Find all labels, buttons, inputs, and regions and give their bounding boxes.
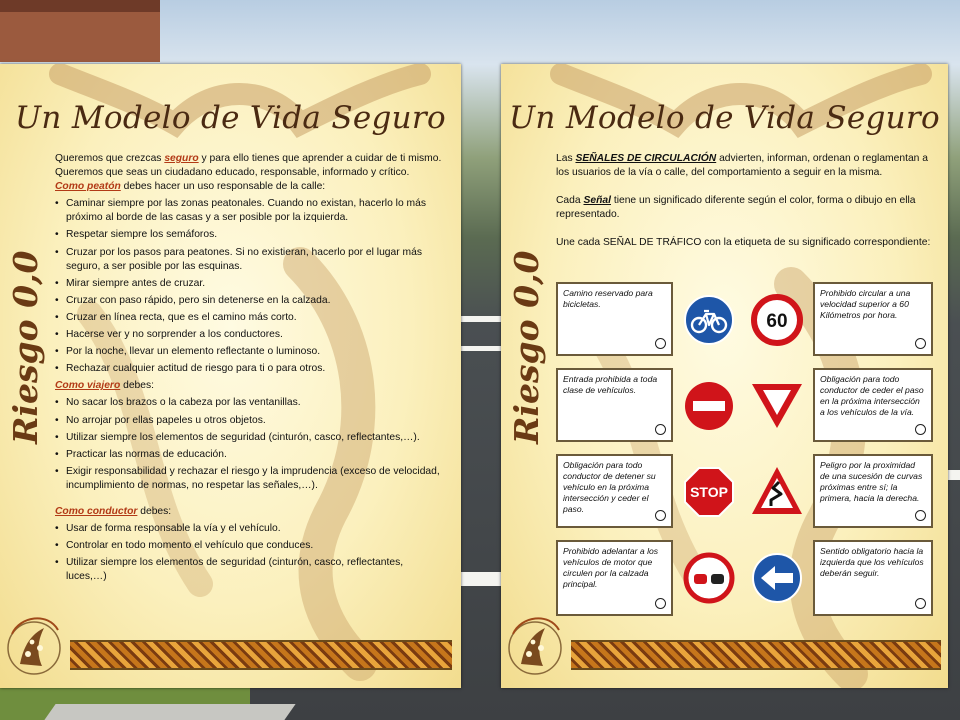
list-item: • Caminar siempre por las zonas peatonales. Cuando no existan, hacerlo lo más próximo al borde de las casas y a ser posible por la izquierda. [55,197,445,225]
card-label: Prohibido adelantar a los vehículos de motor que circulen por la calzada principal. [563,546,659,589]
answer-card[interactable] [813,540,933,616]
stop-sign-text: STOP [690,484,728,500]
road-marking [948,470,960,480]
background-curb [44,704,295,720]
school-logo [2,604,66,684]
list-item: • Utilizar siempre los elementos de seguridad (cinturón, casco, reflectantes, luces,…) [55,556,445,584]
answer-card[interactable] [813,282,933,356]
list-item: • Por la noche, llevar un elemento reflectante o luminoso. [55,345,445,359]
decorative-band [571,640,941,670]
school-logo [503,604,567,684]
section-heading-viajero: Como viajero debes: [55,380,155,392]
card-label: Prohibido circular a una velocidad superior a 60 Kilómetros por hora. [820,288,911,320]
answer-card[interactable] [556,454,673,528]
list-item: • Rechazar cualquier actitud de riesgo para ti o para otros. [55,362,445,376]
list-item: • Controlar en todo momento el vehículo que conduces. [55,539,445,553]
signs-intro-text [556,152,934,250]
no-entry-sign-icon[interactable] [683,380,735,432]
bicycle-lane-sign-icon[interactable] [683,294,735,346]
radio-button[interactable] [915,598,926,609]
list-item: • No sacar los brazos o la cabeza por las ventanillas. [55,396,445,410]
list-item: • Cruzar por los pasos para peatones. Si no existieran, hacerlo por el lugar más seguro, a ser posible por las esquinas. [55,246,445,274]
rules-text [55,152,445,584]
answer-card[interactable] [556,540,673,616]
list-item: • Respetar siempre los semáforos. [55,228,445,242]
no-overtaking-sign-icon[interactable] [683,552,735,604]
card-label: Sentido obligatorio hacia la izquierda que los vehículos deberán seguir. [820,546,924,578]
poster-pedestrian-rules [0,64,461,688]
side-title: Riesgo 0,0 [507,250,546,444]
card-label: Peligro por la proximidad de una sucesión de curvas próximas entre sí; la primera, hacia la derecha. [820,460,923,503]
side-title: Riesgo 0,0 [6,250,45,444]
list-item: • Hacerse ver y no sorprender a los conductores. [55,328,445,342]
stop-sign-icon[interactable] [683,466,735,518]
curves-warning-sign-icon[interactable] [749,464,805,518]
radio-button[interactable] [915,510,926,521]
instruction-text: Une cada SEÑAL DE TRÁFICO con la etiqueta de su significado correspondiente: [556,237,931,249]
road-marking [458,346,504,351]
intro-paragraph: Las SEÑALES DE CIRCULACIÓN advierten, informan, ordenan o reglamentan a los usuarios de la vía o calle, del comportamiento a seguir en la misma. [556,153,928,179]
radio-button[interactable] [915,338,926,349]
list-item: • Practicar las normas de educación. [55,448,445,462]
card-label: Obligación para todo conductor de ceder el paso en la próxima intersección a los vehículos de la vía. [820,374,924,417]
card-label: Camino reservado para bicicletas. [563,288,653,309]
radio-button[interactable] [655,338,666,349]
list-item: • No arrojar por ellas papeles u otros objetos. [55,414,445,428]
answer-card[interactable] [556,368,673,442]
list-item: • Usar de forma responsable la vía y el vehículo. [55,522,445,536]
yield-sign-icon[interactable] [749,380,805,432]
list-item: • Exigir responsabilidad y rechazar el riesgo y la imprudencia (exceso de velocidad, incumplimiento de normas, no respetar las señales,…). [55,465,445,493]
answer-card[interactable] [813,454,933,528]
card-label: Entrada prohibida a toda clase de vehículos. [563,374,658,395]
radio-button[interactable] [915,424,926,435]
intro-paragraph: Cada Señal tiene un significado diferente según el color, forma o dibujo en ella representado. [556,195,916,221]
turn-left-arrow-sign-icon[interactable] [751,552,803,604]
radio-button[interactable] [655,510,666,521]
decorative-band [70,640,452,670]
background-house [0,0,160,62]
road-marking [458,572,504,586]
list-item: • Mirar siempre antes de cruzar. [55,277,445,291]
poster-traffic-signs [501,64,948,688]
radio-button[interactable] [655,424,666,435]
list-item: • Cruzar en línea recta, que es el camino más corto. [55,311,445,325]
section-heading-peaton: Como peatón debes hacer un uso responsable de la calle: [55,181,326,193]
answer-card[interactable] [813,368,933,442]
poster-title: Un Modelo de Vida Seguro [508,100,941,136]
radio-button[interactable] [655,598,666,609]
intro-line: Queremos que seas un ciudadano educado, responsable, informado y crítico. [55,167,410,179]
poster-title: Un Modelo de Vida Seguro [14,100,447,136]
section-heading-conductor: Como conductor debes: [55,505,172,517]
intro-line: Queremos que crezcas seguro y para ello tienes que aprender a cuidar de ti mismo. [55,153,442,164]
list-item: • Cruzar con paso rápido, pero sin detenerse en la calzada. [55,294,445,308]
card-label: Obligación para todo conductor de detener su vehículo en la próxima intersección y ceder el paso. [563,460,656,514]
road-marking [458,316,504,322]
list-item: • Utilizar siempre los elementos de seguridad (cinturón, casco, reflectantes,…). [55,431,445,445]
speed-limit-value: 60 [766,311,788,332]
speed-limit-sign-icon[interactable] [751,294,803,346]
answer-card[interactable] [556,282,673,356]
